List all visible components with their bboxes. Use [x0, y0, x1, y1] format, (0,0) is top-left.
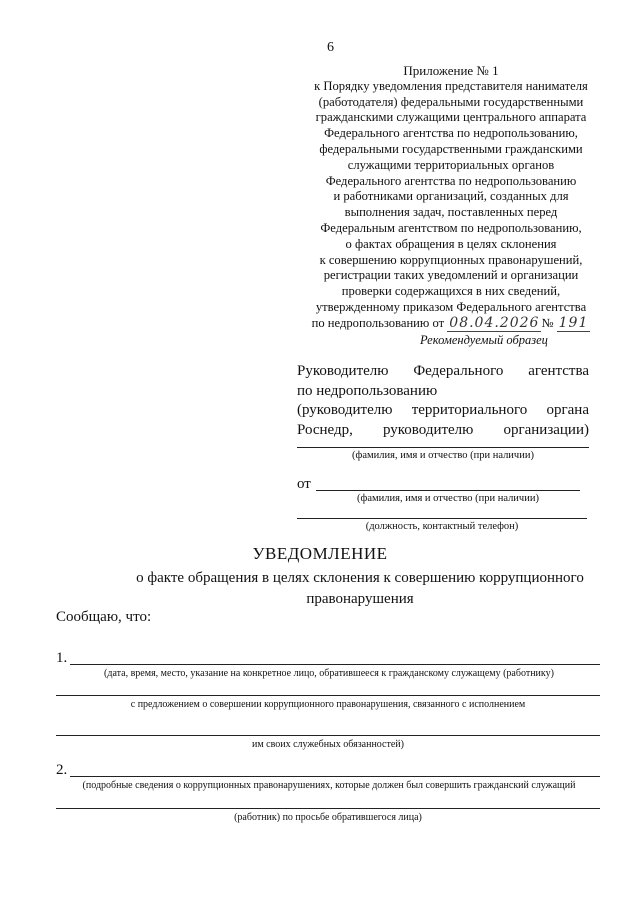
addressee-name-caption: (фамилия, имя и отчество (при наличии)	[352, 450, 534, 461]
addressee-word: Руководителю	[297, 363, 389, 379]
header-line: Федерального агентства по недропользованию,	[324, 126, 578, 141]
sender-position-field[interactable]	[297, 518, 587, 519]
item-1-caption-2: с предложением о совершении коррупционного правонарушения, связанного с исполнением	[130, 699, 526, 710]
approval-line	[296, 316, 606, 332]
addressee-line-2: по недропользованию	[297, 382, 438, 399]
approval-prefix: по недропользованию от	[311, 315, 445, 330]
item-1-field-line-2[interactable]	[56, 695, 600, 696]
addressee-word: (руководителю	[297, 402, 393, 418]
item-2-caption-1: (подробные сведения о коррупционных правонарушениях, которые должен был совершить гражданский служащий	[82, 780, 576, 791]
addressee-word: Федерального	[413, 363, 504, 379]
subtitle-line-2: правонарушения	[306, 591, 414, 607]
item-1-caption-1: (дата, время, место, указание на конкретное лицо, обратившееся к гражданскому служащему (работнику)	[104, 668, 554, 679]
item-2-caption-2: (работник) по просьбе обратившегося лица)	[234, 812, 422, 823]
from-label: от	[297, 476, 311, 492]
header-line: служащими территориальных органов	[347, 157, 555, 172]
item-2-number: 2.	[56, 762, 68, 778]
sender-position-caption: (должность, контактный телефон)	[365, 521, 519, 532]
sender-name-caption: (фамилия, имя и отчество (при наличии)	[357, 493, 539, 504]
item-1-field-line-1[interactable]	[70, 664, 600, 665]
header-line: о фактах обращения в целях склонения	[345, 236, 557, 251]
addressee-word: территориального	[411, 402, 528, 418]
item-1-caption-3: им своих служебных обязанностей)	[251, 739, 404, 750]
approval-number-label: №	[541, 315, 554, 330]
header-line: к Порядку уведомления представителя нанимателя	[314, 78, 588, 93]
header-line: гражданскими служащими центрального аппарата	[315, 110, 587, 125]
approval-date: 08.04.2026	[449, 314, 540, 331]
header-line: утвержденному приказом Федерального агентства	[315, 299, 587, 314]
addressee-word: руководителю	[382, 421, 474, 438]
header-line: проверки содержащихся в них сведений,	[341, 284, 561, 299]
addressee-name-field[interactable]	[297, 447, 589, 448]
report-label: Сообщаю, что:	[56, 609, 152, 625]
header-line: выполнения задач, поставленных перед	[344, 205, 558, 220]
addressee-word: органа	[546, 402, 589, 418]
item-2-field-line-1[interactable]	[70, 776, 600, 777]
addressee-line-4	[297, 421, 589, 441]
document-subtitle	[60, 568, 640, 610]
header-line: (работодателя) федеральными государственными	[318, 94, 584, 109]
subtitle-line-1: о факте обращения в целях склонения к совершению коррупционного	[136, 570, 584, 586]
addressee-block	[297, 362, 589, 440]
addressee-word: организации)	[503, 421, 589, 438]
header-line: и работниками организаций, созданных для	[333, 189, 569, 204]
recommended-sample-label: Рекомендуемый образец	[420, 333, 548, 347]
appendix-header	[296, 63, 606, 332]
item-1-field-line-3[interactable]	[56, 735, 600, 736]
sender-name-field[interactable]	[316, 490, 580, 491]
item-2-field-line-2[interactable]	[56, 808, 600, 809]
header-line: федеральными государственными гражданскими	[319, 141, 583, 156]
addressee-word: агентства	[528, 363, 589, 379]
addressee-line-3	[297, 401, 589, 421]
item-1-number: 1.	[56, 650, 68, 666]
page-number: 6	[327, 40, 334, 55]
appendix-title: Приложение № 1	[403, 63, 499, 78]
header-line: Федеральным агентством по недропользованию,	[320, 220, 582, 235]
approval-number: 191	[558, 314, 589, 331]
document-title: УВЕДОМЛЕНИЕ	[252, 544, 388, 563]
addressee-word: Роснедр,	[297, 421, 353, 438]
header-line: к совершению коррупционных правонарушений,	[319, 252, 583, 267]
header-line: Федерального агентства по недропользованию	[325, 173, 577, 188]
addressee-line-1	[297, 362, 589, 382]
header-line: регистрации таких уведомлений и организации	[323, 268, 579, 283]
